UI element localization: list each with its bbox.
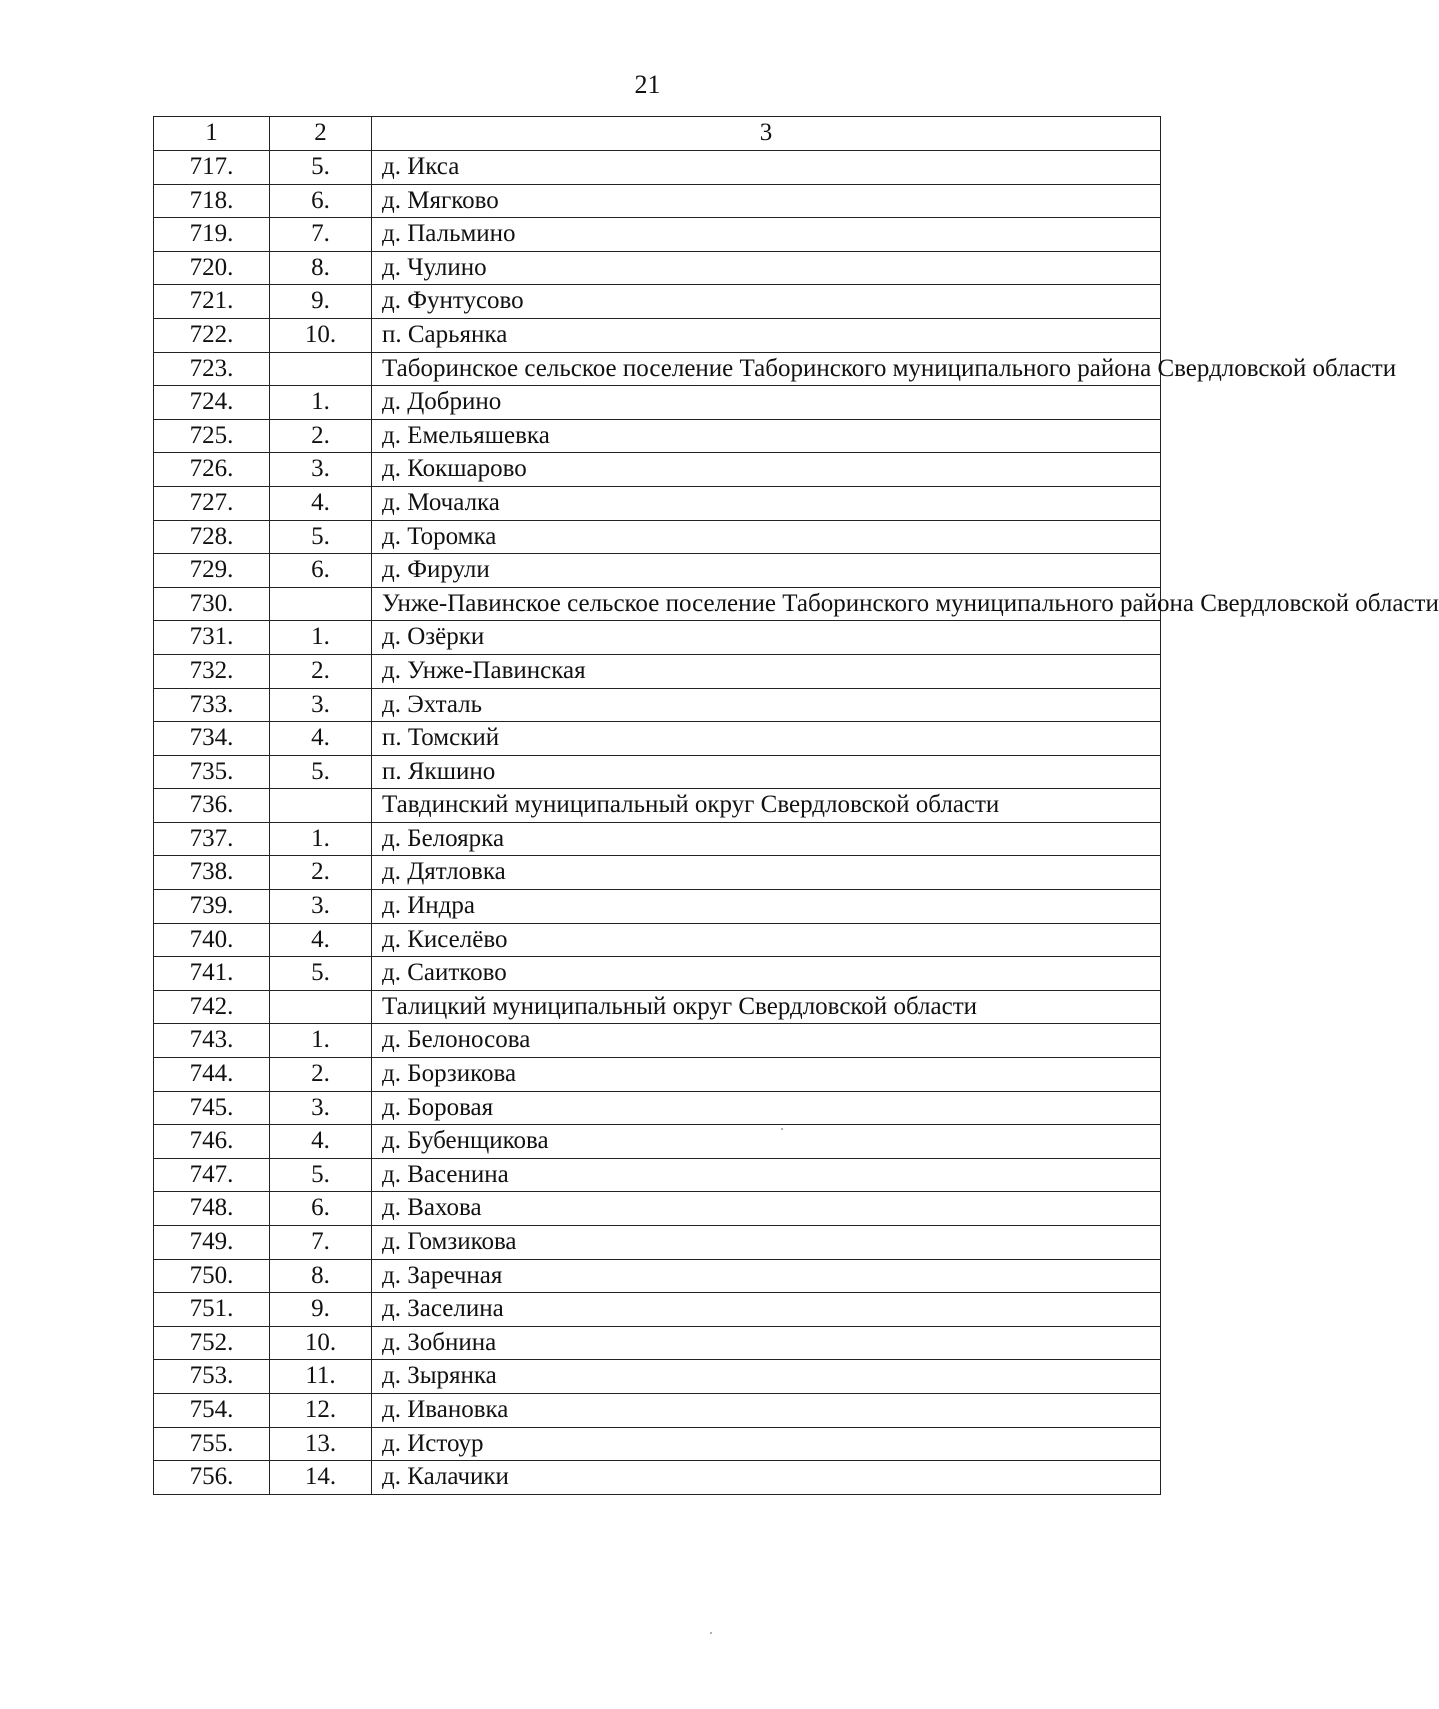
- settlement-name: д. Емельяшевка: [372, 419, 1161, 453]
- scan-speck: [710, 1632, 712, 1634]
- settlement-name: д. Фирули: [372, 554, 1161, 588]
- table-row: [154, 1058, 1161, 1092]
- column-header-3: 3: [372, 117, 1161, 151]
- settlement-name: д. Мочалка: [372, 486, 1161, 520]
- table-group-row: [154, 789, 1161, 823]
- row-number: 741.: [154, 957, 270, 991]
- sub-number: 3.: [270, 890, 372, 924]
- column-header-2: 2: [270, 117, 372, 151]
- table-row: [154, 184, 1161, 218]
- settlement-name: д. Гомзикова: [372, 1226, 1161, 1260]
- sub-number: 9.: [270, 1293, 372, 1327]
- municipality-name: Таборинское сельское поселение Таборинского муниципального района Свердловской области: [372, 352, 1161, 386]
- table-row: [154, 318, 1161, 352]
- table-row: [154, 520, 1161, 554]
- settlement-name: д. Саитково: [372, 957, 1161, 991]
- settlement-name: д. Белоносова: [372, 1024, 1161, 1058]
- settlement-name: д. Заречная: [372, 1259, 1161, 1293]
- settlement-name: д. Зырянка: [372, 1360, 1161, 1394]
- table-row: [154, 1024, 1161, 1058]
- sub-number: [270, 587, 372, 621]
- table-row: [154, 151, 1161, 185]
- sub-number: 14.: [270, 1461, 372, 1495]
- row-number: 727.: [154, 486, 270, 520]
- table-row: [154, 1393, 1161, 1427]
- settlement-name: д. Индра: [372, 890, 1161, 924]
- sub-number: [270, 990, 372, 1024]
- row-number: 719.: [154, 218, 270, 252]
- table-row: [154, 1091, 1161, 1125]
- sub-number: 6.: [270, 1192, 372, 1226]
- sub-number: 13.: [270, 1427, 372, 1461]
- table-row: [154, 1259, 1161, 1293]
- settlement-name: д. Добрино: [372, 386, 1161, 420]
- row-number: 742.: [154, 990, 270, 1024]
- row-number: 728.: [154, 520, 270, 554]
- settlement-name: д. Бубенщикова: [372, 1125, 1161, 1159]
- table-header-row: [154, 117, 1161, 151]
- settlement-name: д. Киселёво: [372, 923, 1161, 957]
- settlement-name: д. Фунтусово: [372, 285, 1161, 319]
- row-number: 733.: [154, 688, 270, 722]
- settlement-name: д. Дятловка: [372, 856, 1161, 890]
- table-row: [154, 1427, 1161, 1461]
- row-number: 743.: [154, 1024, 270, 1058]
- settlement-name: д. Чулино: [372, 251, 1161, 285]
- table-row: [154, 856, 1161, 890]
- settlement-name: д. Боровая: [372, 1091, 1161, 1125]
- row-number: 739.: [154, 890, 270, 924]
- row-number: 744.: [154, 1058, 270, 1092]
- row-number: 726.: [154, 453, 270, 487]
- sub-number: 11.: [270, 1360, 372, 1394]
- sub-number: 5.: [270, 957, 372, 991]
- sub-number: 6.: [270, 184, 372, 218]
- sub-number: 2.: [270, 419, 372, 453]
- settlement-name: д. Икса: [372, 151, 1161, 185]
- table-body: [154, 151, 1439, 1495]
- sub-number: 1.: [270, 386, 372, 420]
- sub-number: 2.: [270, 856, 372, 890]
- sub-number: [270, 352, 372, 386]
- row-number: 732.: [154, 654, 270, 688]
- sub-number: 10.: [270, 1326, 372, 1360]
- sub-number: 2.: [270, 654, 372, 688]
- sub-number: 8.: [270, 251, 372, 285]
- row-number: 751.: [154, 1293, 270, 1327]
- table-row: [154, 890, 1161, 924]
- row-number: 745.: [154, 1091, 270, 1125]
- settlement-name: д. Торомка: [372, 520, 1161, 554]
- row-number: 740.: [154, 923, 270, 957]
- row-number: 730.: [154, 587, 270, 621]
- settlements-table: [153, 116, 1439, 1495]
- row-number: 723.: [154, 352, 270, 386]
- column-header-1: 1: [154, 117, 270, 151]
- table-row: [154, 621, 1161, 655]
- sub-number: 3.: [270, 688, 372, 722]
- row-number: 753.: [154, 1360, 270, 1394]
- table-row: [154, 251, 1161, 285]
- row-number: 754.: [154, 1393, 270, 1427]
- table-row: [154, 822, 1161, 856]
- sub-number: 7.: [270, 218, 372, 252]
- row-number: 734.: [154, 722, 270, 756]
- settlement-name: д. Истоур: [372, 1427, 1161, 1461]
- row-number: 718.: [154, 184, 270, 218]
- table-row: [154, 1226, 1161, 1260]
- row-number: 717.: [154, 151, 270, 185]
- scan-speck: [781, 1128, 783, 1130]
- table-row: [154, 1125, 1161, 1159]
- table-row: [154, 218, 1161, 252]
- row-number: 748.: [154, 1192, 270, 1226]
- settlement-name: д. Васенина: [372, 1158, 1161, 1192]
- table-row: [154, 923, 1161, 957]
- sub-number: 5.: [270, 520, 372, 554]
- settlement-name: п. Томский: [372, 722, 1161, 756]
- table-row: [154, 1192, 1161, 1226]
- settlement-name: д. Зобнина: [372, 1326, 1161, 1360]
- sub-number: 4.: [270, 923, 372, 957]
- settlement-name: д. Калачики: [372, 1461, 1161, 1495]
- municipality-name: Талицкий муниципальный округ Свердловской области: [372, 990, 1161, 1024]
- row-number: 736.: [154, 789, 270, 823]
- row-number: 720.: [154, 251, 270, 285]
- row-number: 731.: [154, 621, 270, 655]
- sub-number: 5.: [270, 1158, 372, 1192]
- table-row: [154, 453, 1161, 487]
- table-row: [154, 755, 1161, 789]
- settlement-name: д. Кокшарово: [372, 453, 1161, 487]
- sub-number: 9.: [270, 285, 372, 319]
- row-number: 749.: [154, 1226, 270, 1260]
- table-row: [154, 554, 1161, 588]
- sub-number: 7.: [270, 1226, 372, 1260]
- sub-number: 5.: [270, 151, 372, 185]
- table-row: [154, 1158, 1161, 1192]
- table-group-row: [154, 587, 1161, 621]
- table-row: [154, 654, 1161, 688]
- row-number: 752.: [154, 1326, 270, 1360]
- table-row: [154, 1326, 1161, 1360]
- row-number: 729.: [154, 554, 270, 588]
- sub-number: 8.: [270, 1259, 372, 1293]
- sub-number: 1.: [270, 621, 372, 655]
- row-number: 735.: [154, 755, 270, 789]
- row-number: 755.: [154, 1427, 270, 1461]
- settlement-name: д. Белоярка: [372, 822, 1161, 856]
- settlement-name: д. Эхталь: [372, 688, 1161, 722]
- sub-number: 4.: [270, 486, 372, 520]
- row-number: 722.: [154, 318, 270, 352]
- page-number: 21: [634, 70, 661, 99]
- settlement-name: п. Сарьянка: [372, 318, 1161, 352]
- table-group-row: [154, 352, 1161, 386]
- sub-number: [270, 789, 372, 823]
- row-number: 756.: [154, 1461, 270, 1495]
- sub-number: 1.: [270, 1024, 372, 1058]
- sub-number: 10.: [270, 318, 372, 352]
- row-number: 737.: [154, 822, 270, 856]
- row-number: 747.: [154, 1158, 270, 1192]
- table-row: [154, 1360, 1161, 1394]
- row-number: 746.: [154, 1125, 270, 1159]
- settlement-name: д. Мягково: [372, 184, 1161, 218]
- settlement-name: д. Заселина: [372, 1293, 1161, 1327]
- table-row: [154, 419, 1161, 453]
- page-number-container: [0, 70, 1295, 100]
- settlement-name: д. Пальмино: [372, 218, 1161, 252]
- sub-number: 5.: [270, 755, 372, 789]
- sub-number: 3.: [270, 453, 372, 487]
- row-number: 724.: [154, 386, 270, 420]
- table-row: [154, 722, 1161, 756]
- sub-number: 2.: [270, 1058, 372, 1092]
- table-group-row: [154, 990, 1161, 1024]
- table-row: [154, 386, 1161, 420]
- settlement-name: д. Вахова: [372, 1192, 1161, 1226]
- row-number: 750.: [154, 1259, 270, 1293]
- row-number: 721.: [154, 285, 270, 319]
- settlement-name: п. Якшино: [372, 755, 1161, 789]
- sub-number: 6.: [270, 554, 372, 588]
- table-row: [154, 957, 1161, 991]
- sub-number: 3.: [270, 1091, 372, 1125]
- row-number: 738.: [154, 856, 270, 890]
- sub-number: 12.: [270, 1393, 372, 1427]
- table-row: [154, 486, 1161, 520]
- table-row: [154, 285, 1161, 319]
- sub-number: 1.: [270, 822, 372, 856]
- row-number: 725.: [154, 419, 270, 453]
- sub-number: 4.: [270, 722, 372, 756]
- municipality-name: Унже-Павинское сельское поселение Таборинского муниципального района Свердловской области: [372, 587, 1161, 621]
- sub-number: 4.: [270, 1125, 372, 1159]
- settlement-name: д. Озёрки: [372, 621, 1161, 655]
- table-row: [154, 1461, 1161, 1495]
- settlement-name: д. Ивановка: [372, 1393, 1161, 1427]
- table-row: [154, 1293, 1161, 1327]
- settlement-name: д. Борзикова: [372, 1058, 1161, 1092]
- table-row: [154, 688, 1161, 722]
- settlement-name: д. Унже-Павинская: [372, 654, 1161, 688]
- municipality-name: Тавдинский муниципальный округ Свердловской области: [372, 789, 1161, 823]
